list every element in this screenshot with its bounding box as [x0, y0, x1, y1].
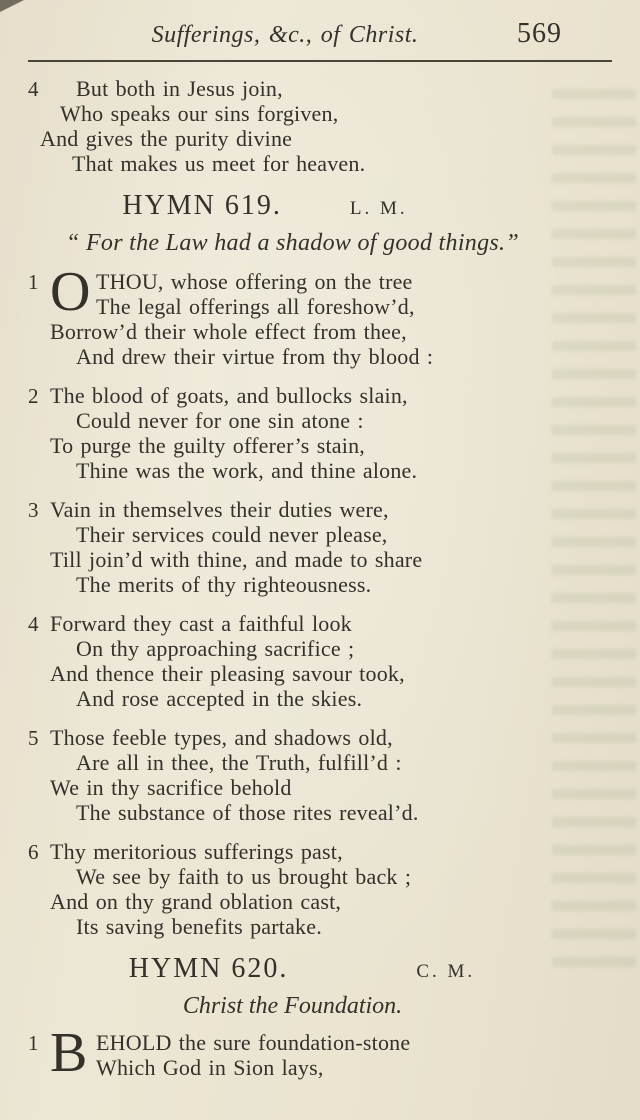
verse-line-text: THOU, whose offering on the tree: [96, 269, 413, 294]
verse-line: Could never for one sin atone :: [76, 408, 364, 433]
verse-line: Its saving benefits partake.: [76, 914, 322, 939]
verse-line: Forward they cast a faithful look: [50, 611, 352, 636]
verse-number: 4: [28, 612, 39, 636]
verse-line: On thy approaching sacrifice ;: [76, 636, 355, 661]
hymn-620-title: HYMN 620.: [128, 953, 289, 984]
verse-line: Those feeble types, and shadows old,: [50, 725, 393, 750]
verse-line: But both in Jesus join,: [76, 76, 283, 101]
verse-line: Thine was the work, and thine alone.: [76, 458, 418, 483]
verse-line-text: EHOLD the sure foundation-stone: [96, 1030, 411, 1055]
header-rule: [28, 60, 612, 62]
hymn-619-epigraph: “ For the Law had a shadow of good things.”: [66, 230, 519, 256]
verse-line: Borrow’d their whole effect from thee,: [50, 319, 407, 344]
hymn-619-verse-1: [28, 261, 612, 369]
verse-line: And thence their pleasing savour took,: [50, 661, 405, 686]
verse-line: Till join’d with thine, and made to share: [50, 547, 423, 572]
verse-line: And on thy grand oblation cast,: [50, 889, 342, 914]
verse-line: Their services could never please,: [76, 522, 388, 547]
verse-line: And rose accepted in the skies.: [76, 686, 363, 711]
drop-cap-b: B: [50, 1022, 88, 1084]
page-header: [28, 18, 612, 56]
verse-number: 5: [28, 726, 39, 750]
hymn-619-verse-5: [28, 725, 612, 825]
verse-number: 1: [28, 1031, 39, 1055]
running-title: Sufferings, &c., of Christ.: [151, 22, 419, 48]
verse-line: The merits of thy righteousness.: [76, 572, 372, 597]
verse-number: 2: [28, 384, 39, 408]
hymn-619-meter: L. M.: [349, 198, 408, 219]
scan-corner-artifact: [0, 0, 24, 12]
verse-line: Vain in themselves their duties were,: [50, 497, 389, 522]
verse-continuation: [28, 76, 612, 176]
verse-line: We in thy sacrifice behold: [50, 775, 292, 800]
hymn-619-heading: [28, 190, 612, 222]
verse-line: Who speaks our sins forgiven,: [60, 101, 339, 126]
verse-line: To purge the guilty offerer’s stain,: [50, 433, 365, 458]
hymn-619-verse-2: [28, 383, 612, 483]
verse-line: That makes us meet for heaven.: [72, 151, 366, 176]
verse-line: The blood of goats, and bullocks slain,: [50, 383, 408, 408]
verse-line: We see by faith to us brought back ;: [76, 864, 412, 889]
page-number: 569: [517, 18, 562, 49]
verse-line: Thy meritorious sufferings past,: [50, 839, 343, 864]
verse-line: The substance of those rites reveal’d.: [76, 800, 419, 825]
verse-line: And drew their virtue from thy blood :: [76, 344, 434, 369]
verse-number: 4: [28, 77, 39, 101]
hymn-620-verse-1: [28, 1022, 612, 1084]
verse-line: The legal offerings all foreshow’d,: [96, 294, 415, 319]
hymn-619-verse-4: [28, 611, 612, 711]
hymn-620-heading: [28, 953, 612, 985]
verse-number: 6: [28, 840, 39, 864]
verse-line: Which God in Sion lays,: [96, 1055, 324, 1080]
verse-line: And gives the purity divine: [40, 126, 293, 151]
verse-line: Are all in thee, the Truth, fulfill’d :: [76, 750, 402, 775]
hymn-619-verse-3: [28, 497, 612, 597]
hymn-620-subtitle: Christ the Foundation.: [182, 993, 403, 1019]
verse-number: 1: [28, 270, 39, 294]
hymn-620-meter: C. M.: [416, 961, 476, 982]
drop-cap-o: O: [50, 261, 91, 323]
hymn-619-verse-6: [28, 839, 612, 939]
hymn-619-title: HYMN 619.: [122, 190, 282, 221]
verse-number: 3: [28, 498, 39, 522]
